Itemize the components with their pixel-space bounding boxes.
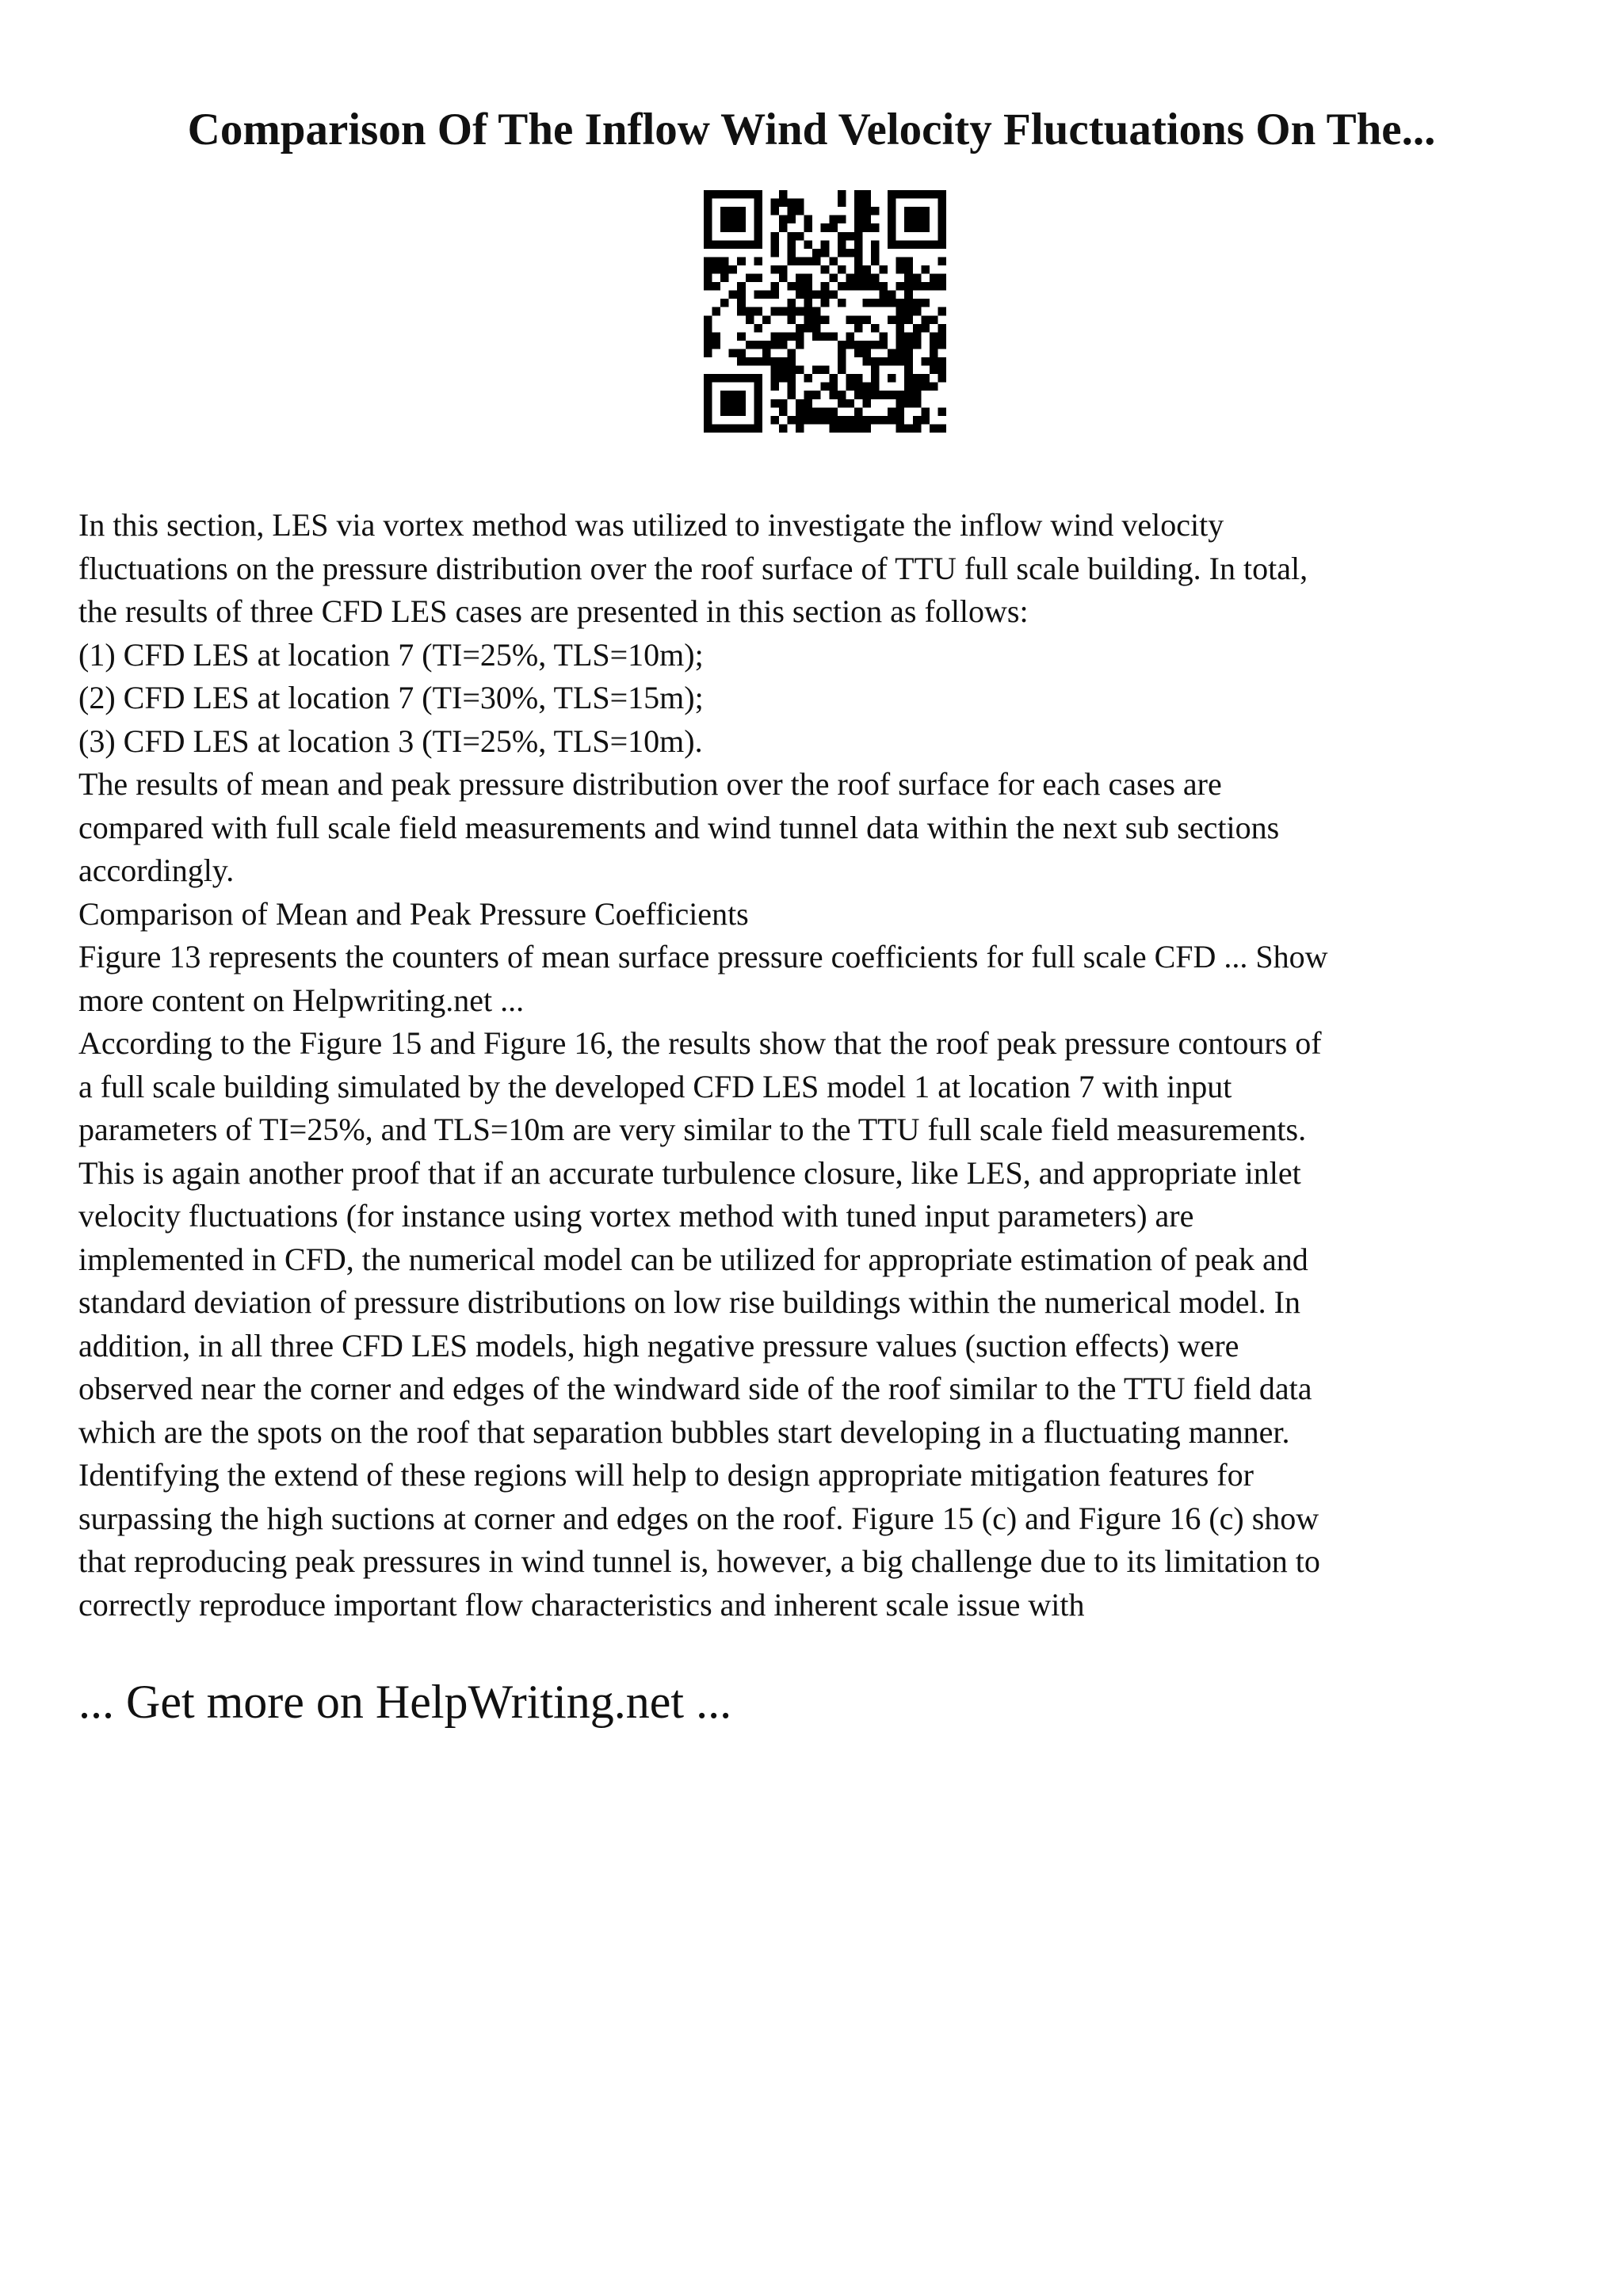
body-line: surpassing the high suctions at corner and edges on the roof. Figure 15 (c) and Figure 16 (c) show [78,1500,1319,1536]
body-line: According to the Figure 15 and Figure 16, the results show that the roof peak pressure contours of [78,1025,1322,1061]
body-line: Comparison of Mean and Peak Pressure Coefficients [78,895,749,932]
qr-code[interactable] [704,190,946,433]
body-line: that reproducing peak pressures in wind tunnel is, however, a big challenge due to its limitation to [78,1543,1320,1579]
body-line: Identifying the extend of these regions will help to design appropriate mitigation features for [78,1457,1254,1493]
body-line: more content on Helpwriting.net ... [78,982,525,1018]
body-line: (2) CFD LES at location 7 (TI=30%, TLS=15m); [78,680,704,715]
body-line: Figure 13 represents the counters of mean surface pressure coefficients for full scale CFD ... Show [78,939,1328,974]
body-line: The results of mean and peak pressure distribution over the roof surface for each cases are [78,766,1222,802]
body-line: (1) CFD LES at location 7 (TI=25%, TLS=10m); [78,636,704,673]
body-line: velocity fluctuations (for instance using vortex method with tuned input parameters) are [78,1198,1194,1234]
body-line: standard deviation of pressure distributions on low rise buildings within the numerical model. In [78,1284,1300,1320]
body-line: In this section, LES via vortex method was utilized to investigate the inflow wind velocity [78,507,1224,543]
body-line: a full scale building simulated by the developed CFD LES model 1 at location 7 with input [78,1068,1232,1104]
body-line: correctly reproduce important flow characteristics and inherent scale issue with [78,1586,1085,1623]
body-line: accordingly. [78,852,235,888]
body-line: fluctuations on the pressure distribution over the roof surface of TTU full scale building. In total, [78,550,1308,586]
body-line: the results of three CFD LES cases are presented in this section as follows: [78,593,1029,629]
body-line: (3) CFD LES at location 3 (TI=25%, TLS=10m). [78,723,703,759]
body-line: compared with full scale field measurements and wind tunnel data within the next sub sections [78,809,1280,845]
document-title: Comparison Of The Inflow Wind Velocity Fluctuations On The... [187,105,1436,154]
body-line: implemented in CFD, the numerical model can be utilized for appropriate estimation of peak and [78,1241,1308,1277]
body-line: This is again another proof that if an accurate turbulence closure, like LES, and appropriate inlet [78,1154,1301,1191]
body-text [78,504,1568,1627]
body-line: observed near the corner and edges of the windward side of the roof similar to the TTU field data [78,1371,1312,1406]
body-line: which are the spots on the roof that separation bubbles start developing in a fluctuating manner. [78,1413,1290,1450]
body-line: addition, in all three CFD LES models, high negative pressure values (suction effects) were [78,1327,1239,1363]
body-line: parameters of TI=25%, and TLS=10m are very similar to the TTU full scale field measurements. [78,1112,1307,1147]
get-more-link[interactable]: ... Get more on HelpWriting.net ... [78,1676,732,1728]
